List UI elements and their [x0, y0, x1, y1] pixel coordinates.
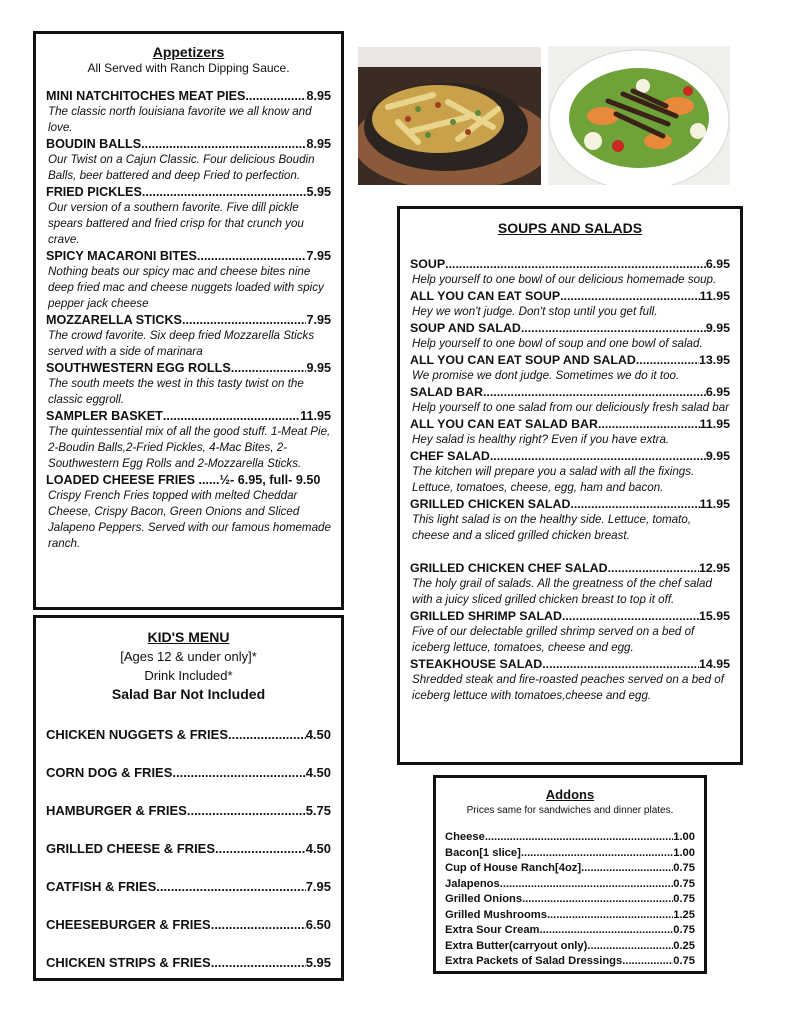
- item-price: 11.95: [699, 417, 730, 431]
- item-name: LOADED CHEESE FRIES: [46, 473, 196, 487]
- menu-item: [445, 939, 695, 955]
- menu-item: [46, 716, 331, 754]
- item-price: 0.75: [673, 955, 695, 967]
- item-price: 15.95: [698, 609, 730, 623]
- item-name: GRILLED CHICKEN CHEF SALAD: [410, 561, 608, 575]
- item-price: 5.95: [306, 185, 331, 199]
- menu-item: LOADED CHEESE FRIES ......½- 6.95, full- 9.50 Crispy French Fries topped with melted Cheddar Cheese, Crispy Bacon, Green Onions and Sliced Jalapeno Peppers. Served with our famous homemade ranch.: [46, 473, 331, 550]
- item-description: The classic north louisiana favorite we all know and love.: [48, 105, 312, 134]
- menu-item: [46, 88, 331, 136]
- menu-item: [46, 408, 331, 472]
- item-description: Help yourself to one salad from our deliciously fresh salad bar: [412, 401, 730, 414]
- item-description: Our version of a southern favorite. Five dill pickle spears battered and fried crisp for that crunch you crave.: [48, 201, 304, 246]
- menu-item: [410, 448, 730, 496]
- item-price: 4.50: [305, 727, 331, 742]
- menu-item: [445, 861, 695, 877]
- item-name: SALAD BAR: [410, 385, 483, 399]
- item-name: CORN DOG & FRIES: [46, 765, 173, 780]
- item-description: Hey salad is healthy right? Even if you have extra.: [412, 433, 670, 446]
- item-name: Grilled Onions: [445, 893, 523, 905]
- item-description: The south meets the west in this tasty twist on the classic eggroll.: [48, 377, 304, 406]
- item-price: 4.50: [305, 765, 331, 780]
- item-description: The holy grail of salads. All the greatness of the chef salad with a juicy sliced grilled chicken breast to top it off.: [412, 577, 712, 606]
- item-name: SAMPLER BASKET: [46, 409, 163, 423]
- menu-item: [445, 908, 695, 924]
- item-name: Extra Packets of Salad Dressings: [445, 955, 623, 967]
- item-name: CATFISH & FRIES: [46, 879, 157, 894]
- item-name: GRILLED CHICKEN SALAD: [410, 497, 571, 511]
- menu-item: [445, 846, 695, 862]
- item-name: ALL YOU CAN EAT SOUP: [410, 289, 561, 303]
- item-name: Cheese: [445, 831, 485, 843]
- item-name: GRILLED SHRIMP SALAD: [410, 609, 562, 623]
- loaded-fries-photo: [358, 47, 541, 185]
- menu-item: [46, 312, 331, 360]
- item-name: CHEESEBURGER & FRIES: [46, 917, 211, 932]
- item-name: CHICKEN STRIPS & FRIES: [46, 955, 211, 970]
- item-name: ALL YOU CAN EAT SALAD BAR: [410, 417, 598, 431]
- menu-item: [410, 288, 730, 320]
- item-name: ALL YOU CAN EAT SOUP AND SALAD: [410, 353, 636, 367]
- item-price: 1.00: [673, 846, 695, 859]
- item-name: Grilled Mushrooms: [445, 908, 547, 921]
- item-name: GRILLED CHEESE & FRIES: [46, 841, 216, 856]
- appetizers-section: [33, 31, 344, 610]
- menu-item: [445, 830, 695, 846]
- item-price: 6.95: [705, 257, 730, 271]
- item-price: 0.25: [673, 939, 695, 952]
- item-price: 5.95: [305, 955, 331, 970]
- item-name: Cup of House Ranch[4oz]: [445, 862, 582, 874]
- item-price: 0.75: [673, 877, 695, 890]
- menu-item: [410, 656, 730, 704]
- menu-item: [410, 352, 730, 384]
- kids-menu-title: KID'S MENU: [147, 629, 230, 645]
- addons-section: [433, 775, 707, 974]
- menu-item: [46, 136, 331, 184]
- item-price: 1.25: [673, 908, 695, 921]
- item-name: SOUP: [410, 257, 446, 271]
- item-price: 9.95: [705, 449, 730, 463]
- item-description: Help yourself to one bowl of our delicious homemade soup.: [412, 273, 717, 286]
- menu-item: [445, 877, 695, 893]
- item-price: 11.95: [699, 289, 730, 303]
- kids-menu-section: [33, 615, 344, 981]
- item-description: Shredded steak and fire-roasted peaches served on a bed of iceberg lettuce with tomatoes,cheese and egg.: [412, 673, 724, 702]
- item-name: CHICKEN NUGGETS & FRIES: [46, 727, 229, 742]
- appetizers-title: Appetizers: [152, 44, 225, 60]
- item-description: The crowd favorite. Six deep fried Mozzarella Sticks served with a side of marinara: [48, 329, 315, 358]
- item-name: Bacon[1 slice]: [445, 846, 521, 859]
- item-price: 5.75: [305, 803, 331, 818]
- item-name: STEAKHOUSE SALAD: [410, 657, 543, 671]
- item-price: 7.95: [306, 249, 331, 263]
- item-description: Five of our delectable grilled shrimp served on a bed of iceberg lettuce, tomatoes, cheese and egg.: [412, 625, 695, 654]
- item-price: 9.95: [705, 321, 730, 335]
- menu-item: [46, 944, 331, 982]
- item-price: 1.00: [673, 831, 695, 843]
- item-price: 7.95: [305, 879, 331, 894]
- item-price: 0.75: [673, 893, 695, 905]
- item-description: Help yourself to one bowl of soup and one bowl of salad.: [412, 337, 703, 350]
- item-description: We promise we dont judge. Sometimes we do it too.: [412, 369, 680, 382]
- menu-item: [410, 608, 730, 656]
- item-description: The quintessential mix of all the good stuff. 1-Meat Pie, 2-Boudin Balls,2-Fried Pickles, 4-Mac Bites, 2- Southwestern Egg Rolls and 2-Mozzarella Sticks.: [48, 425, 331, 470]
- kids-drink-note: Drink Included*: [144, 668, 233, 683]
- item-description: Hey we won't judge. Don't stop until you get full.: [412, 305, 658, 318]
- item-name: Extra Sour Cream: [445, 924, 540, 936]
- item-name: CHEF SALAD: [410, 449, 490, 463]
- menu-item: [410, 384, 730, 416]
- item-description: Nothing beats our spicy mac and cheese bites nine deep fried mac and cheese nuggets loaded with spicy pepper jack cheese: [48, 265, 324, 310]
- item-name: BOUDIN BALLS: [46, 137, 142, 151]
- menu-item: [46, 184, 331, 248]
- kids-age-note: [Ages 12 & under only]*: [120, 649, 257, 664]
- item-name: MOZZARELLA STICKS: [46, 313, 182, 327]
- item-price: 0.75: [673, 862, 695, 874]
- menu-item: [46, 830, 331, 868]
- item-price: 0.75: [673, 924, 695, 936]
- item-name: HAMBURGER & FRIES: [46, 803, 187, 818]
- menu-item: [410, 256, 730, 288]
- item-description: Crispy French Fries topped with melted Cheddar Cheese, Crispy Bacon, Green Onions and Sliced Jalapeno Peppers. Served with our famous homemade ranch.: [48, 489, 331, 550]
- item-price: 6.50: [305, 917, 331, 932]
- menu-item: [410, 496, 730, 544]
- item-description: Our Twist on a Cajun Classic. Four delicious Boudin Balls, beer battered and deep Fried to perfection.: [48, 153, 315, 182]
- item-price: 9.95: [306, 361, 331, 375]
- item-price: 14.95: [698, 657, 730, 671]
- menu-item: [46, 754, 331, 792]
- item-name: SPICY MACARONI BITES: [46, 249, 197, 263]
- item-price: 7.95: [306, 313, 331, 327]
- item-description: The kitchen will prepare you a salad with all the fixings. Lettuce, tomatoes, cheese, egg, ham and bacon.: [412, 465, 695, 494]
- item-name: Jalapenos: [445, 877, 500, 890]
- soups-salads-section: [397, 206, 743, 765]
- soups-title: SOUPS AND SALADS: [497, 220, 643, 236]
- item-price: 8.95: [306, 89, 331, 103]
- item-price: 11.95: [300, 409, 331, 423]
- menu-item: [445, 892, 695, 908]
- item-price: ½- 6.95, full- 9.50: [219, 473, 321, 487]
- addons-subtitle: Prices same for sandwiches and dinner plates.: [466, 805, 674, 816]
- menu-item: [46, 792, 331, 830]
- item-price: 4.50: [305, 841, 331, 856]
- menu-item: [445, 923, 695, 939]
- item-name: FRIED PICKLES: [46, 185, 142, 199]
- menu-item: [46, 360, 331, 408]
- menu-item: [410, 416, 730, 448]
- menu-item: [410, 560, 730, 608]
- item-name: Extra Butter(carryout only): [445, 939, 588, 952]
- item-name: MINI NATCHITOCHES MEAT PIES: [46, 89, 246, 103]
- item-price: 11.95: [699, 497, 730, 511]
- menu-item: [46, 906, 331, 944]
- kids-salad-note: Salad Bar Not Included: [111, 686, 266, 702]
- item-name: SOUP AND SALAD: [410, 321, 521, 335]
- addons-title: Addons: [545, 787, 595, 802]
- menu-item: [410, 320, 730, 352]
- item-price: 6.95: [705, 385, 730, 399]
- menu-item: [445, 954, 695, 970]
- steakhouse-salad-photo: [548, 46, 730, 185]
- item-name: SOUTHWESTERN EGG ROLLS: [46, 361, 231, 375]
- item-price: 13.95: [698, 353, 730, 367]
- item-price: 12.95: [698, 561, 730, 575]
- item-price: 8.95: [306, 137, 331, 151]
- item-description: This light salad is on the healthy side. Lettuce, tomato, cheese and a sliced grilled chicken breast.: [412, 513, 692, 542]
- appetizers-subtitle: All Served with Ranch Dipping Sauce.: [87, 61, 290, 75]
- menu-item: [46, 868, 331, 906]
- menu-item: [46, 248, 331, 312]
